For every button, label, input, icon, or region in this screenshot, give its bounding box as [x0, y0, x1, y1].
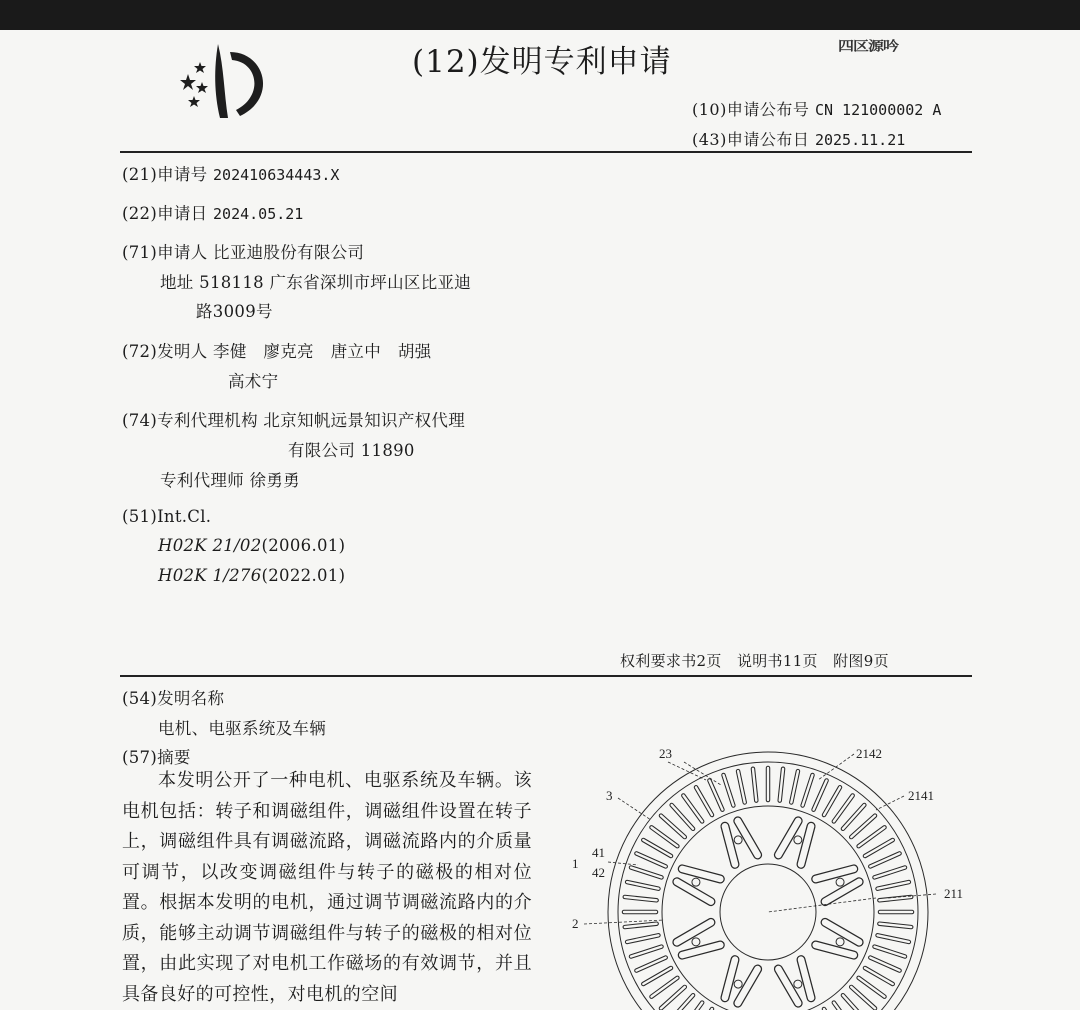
rotor-magnet-pocket-fill — [825, 882, 859, 902]
abstract-body — [122, 766, 532, 1010]
stator-slot-core — [780, 769, 783, 801]
address-line2: 路3009号 — [196, 302, 273, 321]
stator-slot-core — [865, 968, 893, 984]
agent-name: 徐勇勇 — [249, 471, 300, 490]
office-stamp: 四区源吟 — [838, 38, 899, 54]
inventor-label: (72)发明人 — [122, 342, 208, 361]
flux-channel-hole — [734, 980, 742, 988]
stator-slot-core — [696, 787, 712, 815]
pub-number-label: (10)申请公布号 — [692, 100, 810, 119]
applicant-name: 比亚迪股份有限公司 — [213, 243, 365, 262]
flux-channel-hole — [692, 878, 700, 886]
figure-label: 211 — [944, 886, 964, 901]
stator-slot-core — [865, 840, 893, 856]
ipc-entry — [158, 536, 345, 555]
figure-label: 3 — [606, 788, 613, 803]
ipc-version: (2006.01) — [261, 536, 346, 555]
leader-line — [818, 754, 854, 780]
flux-channel-hole — [836, 878, 844, 886]
stator-slot-core — [631, 947, 661, 957]
figure-label: 41 — [592, 845, 605, 860]
leader-line — [608, 862, 638, 865]
ipc-code: H02K 21/02 — [158, 536, 262, 555]
rotor-magnet-pocket-fill — [825, 922, 859, 942]
filing-date-label: (22)申请日 — [122, 204, 208, 223]
stator-slot-core — [803, 775, 813, 805]
stator-slot-core — [878, 882, 909, 889]
shaft-bore — [720, 864, 816, 960]
stator-slot-core — [738, 771, 745, 802]
rotor-magnet-pocket-fill — [738, 821, 758, 855]
agent-label: 专利代理师 — [160, 471, 244, 490]
filing-date: 2024.05.21 — [213, 205, 304, 223]
stator-slot-core — [791, 771, 798, 802]
application-number-row — [122, 161, 339, 185]
stator-slot-core — [834, 796, 853, 822]
figure-label: 2142 — [856, 746, 882, 761]
cnipa-logo — [170, 38, 280, 120]
pub-date-label: (43)申请公布日 — [692, 130, 810, 149]
rotor-magnet-pocket-fill — [778, 969, 798, 1003]
ipc-code: H02K 1/276 — [158, 566, 262, 585]
ipc-entry — [158, 566, 345, 585]
figure-label: 2 — [572, 916, 579, 931]
stator-bore — [662, 806, 874, 1010]
stator-slot-core — [875, 947, 905, 957]
stator-slot-core — [724, 775, 734, 805]
stator-slot-core — [814, 780, 827, 809]
rotor-magnet-pocket-fill — [677, 922, 711, 942]
figure-label: 23 — [659, 746, 672, 761]
filing-date-row — [122, 200, 303, 224]
stator-slot-core — [879, 924, 911, 927]
stator-slot-core — [709, 780, 722, 809]
stator-slot-core — [652, 978, 678, 997]
flux-channel-hole — [836, 938, 844, 946]
stator-slot-core — [636, 853, 665, 866]
agency-row — [122, 407, 465, 431]
stator-slot-core — [870, 958, 899, 971]
agency-line1: 北京知帆远景知识产权代理 — [263, 411, 466, 430]
logo-star — [196, 82, 208, 93]
stator-slot-core — [753, 769, 756, 801]
applicant-label: (71)申请人 — [122, 243, 208, 262]
rotor-magnet-pocket-fill — [778, 821, 798, 855]
logo-star — [180, 74, 196, 90]
flux-channel-hole — [734, 836, 742, 844]
publication-number-line — [692, 97, 941, 120]
stator-slot-core — [627, 935, 658, 942]
header-divider — [120, 151, 972, 153]
stator-slot-core — [643, 840, 671, 856]
rotor-magnet-pocket-fill — [677, 882, 711, 902]
logo-star — [194, 62, 206, 73]
inventor-row — [122, 338, 431, 362]
stator-slot-core — [683, 796, 702, 822]
document-type-title: (12)发明专利申请 — [412, 44, 672, 80]
abstract-label: (57)摘要 — [122, 748, 191, 767]
address-label: 地址 — [160, 273, 194, 292]
rotor-magnet-pocket-fill — [738, 969, 758, 1003]
stator-slot-core — [824, 787, 840, 815]
app-no-label: (21)申请号 — [122, 165, 208, 184]
address-line1: 518118 广东省深圳市坪山区比亚迪 — [199, 273, 472, 292]
page-counts: 权利要求书2页 说明书11页 附图9页 — [620, 652, 889, 670]
figure-label: 2141 — [908, 788, 934, 803]
leader-line — [668, 762, 706, 780]
flux-channel-hole — [794, 836, 802, 844]
inventors-line2: 高术宁 — [228, 372, 279, 391]
logo-flame — [215, 44, 228, 118]
invention-title-label: (54)发明名称 — [122, 689, 225, 708]
address-row — [160, 269, 471, 293]
flux-channel-hole — [794, 980, 802, 988]
stator-slot-core — [625, 924, 657, 927]
inventors-line1: 李健 廖克亮 唐立中 胡强 — [213, 342, 432, 361]
agent-row — [160, 467, 300, 491]
ipc-version: (2022.01) — [261, 566, 346, 585]
section-divider — [120, 675, 972, 677]
figure-label: 1 — [572, 856, 579, 871]
stator-slot-core — [870, 853, 899, 866]
stator-slot-core — [636, 958, 665, 971]
stator-slot-core — [875, 868, 905, 878]
stator-slot-core — [878, 935, 909, 942]
stator-slot-core — [859, 827, 885, 846]
publication-date-line — [692, 127, 905, 150]
flux-channel-hole — [692, 938, 700, 946]
leader-line — [684, 762, 721, 785]
abstract-text: 本发明公开了一种电机、电驱系统及车辆。该电机包括：转子和调磁组件，调磁组件设置在转子上，调磁组件具有调磁流路，调磁流路内的介质量可调节，以改变调磁组件与转子的磁极的相对位置。根据本发明的电机，通过调节调磁流路内的介质，能够主动调节调磁组件与转子的磁极的相对位置，由此实现了对电机工作磁场的有效调节，并且具备良好的可控性，对电机的空间 — [122, 770, 532, 1005]
stator-slot-core — [859, 978, 885, 997]
invention-title: 电机、电驱系统及车辆 — [158, 719, 326, 738]
stator-slot-core — [643, 968, 671, 984]
logo-arc — [230, 52, 263, 116]
stator-slot-core — [631, 868, 661, 878]
agency-label: (74)专利代理机构 — [122, 411, 258, 430]
stator-slot-core — [625, 897, 657, 900]
pub-number: CN 121000002 A — [814, 101, 942, 119]
app-no: 202410634443.X — [213, 166, 340, 184]
agency-line2: 有限公司 11890 — [288, 441, 415, 460]
stator-slot-core — [652, 827, 678, 846]
stator-slot-core — [627, 882, 658, 889]
top-shadow-bar — [0, 0, 1080, 30]
ipc-label: (51)Int.Cl. — [122, 507, 212, 526]
applicant-row — [122, 239, 364, 263]
pub-date: 2025.11.21 — [814, 131, 906, 149]
figure-label: 42 — [592, 865, 605, 880]
logo-star — [188, 96, 200, 107]
motor-cross-section-figure — [556, 740, 976, 1010]
